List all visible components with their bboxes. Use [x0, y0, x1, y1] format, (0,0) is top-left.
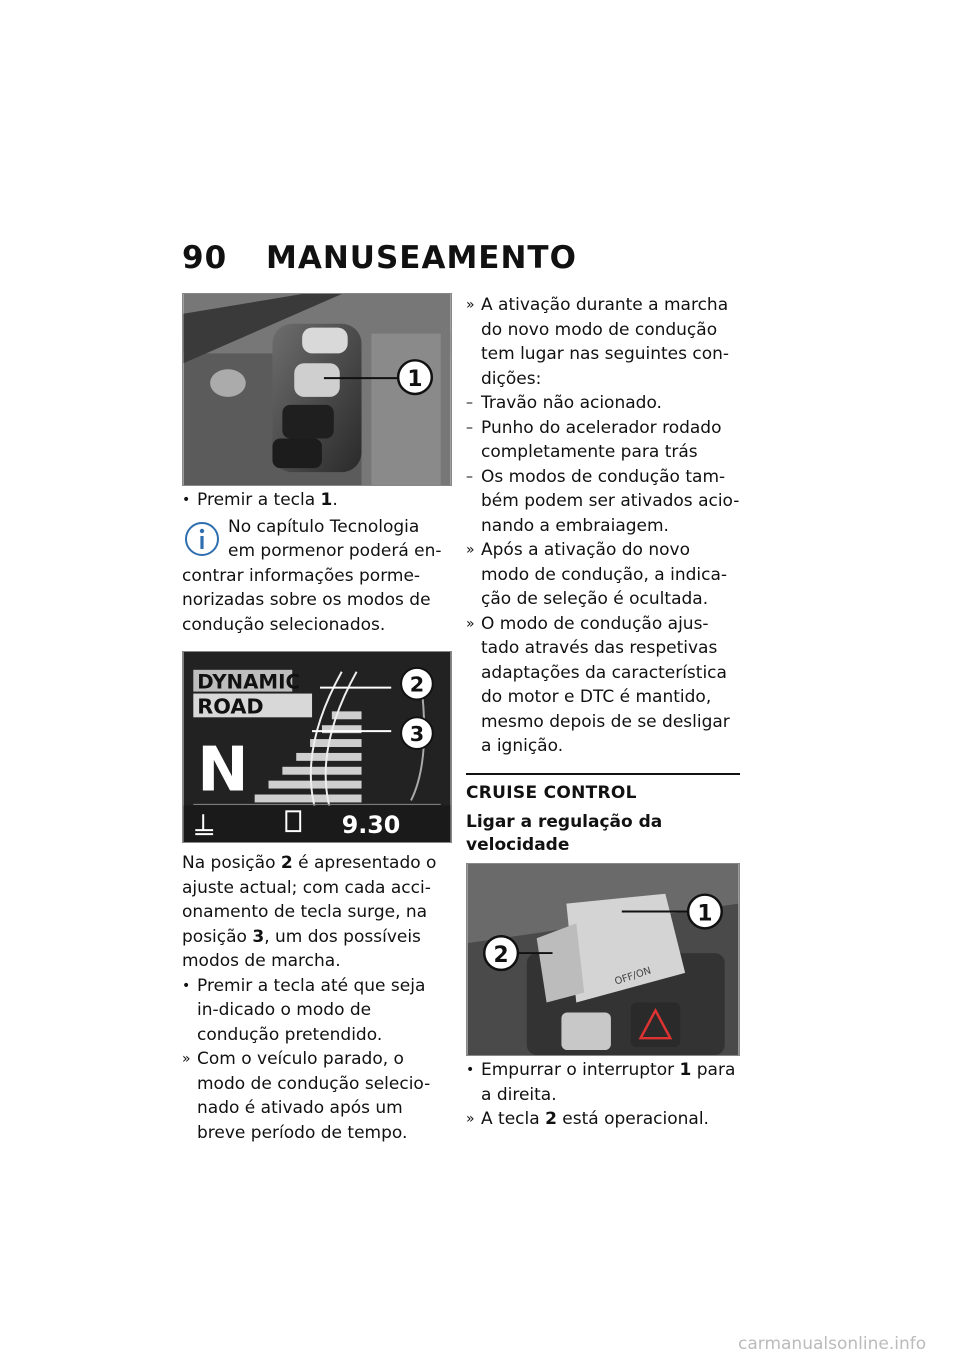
bullet-marker: •: [182, 977, 191, 994]
note-line-4: norizadas sobre os modos de: [182, 590, 431, 610]
note-line-1: No capítulo Tecnologia: [228, 516, 420, 537]
info-icon: [182, 519, 222, 559]
page-header: [182, 240, 577, 276]
bullet-marker: •: [466, 1062, 475, 1078]
result-marker: »: [466, 1111, 475, 1127]
fig3-callout-2: 2: [493, 942, 509, 968]
fuel-value: 9.30: [341, 811, 401, 840]
info-note: [182, 515, 452, 638]
fig3-callout-1: 1: [697, 901, 713, 927]
section-title: CRUISE CONTROL: [466, 782, 637, 803]
result-marker: »: [466, 615, 475, 632]
result-stationary: » Com o veículo parado, o modo de condução selecio-nado é ativado após um breve período de tempo.: [182, 1049, 431, 1143]
result-selection-hidden: » Após a ativação do novo modo de condução, a indica-ção de seleção é ocultada.: [466, 540, 728, 609]
note-line-2: em pormenor poderá en-: [228, 541, 442, 561]
display-description: Na posição 2 é apresentado o ajuste actual; com cada acci-onamento de tecla surge, na posição 3, um dos possíveis modos de marcha.: [182, 853, 437, 971]
display-mode-figure: [182, 651, 452, 843]
fig2-callout-3: 3: [409, 722, 425, 747]
step-push-switch: • Empurrar o interruptor 1 para a direita.: [466, 1060, 736, 1105]
fig2-callout-2: 2: [409, 672, 425, 697]
fig1-callout-1: 1: [407, 367, 423, 393]
note-line-3: contrar informações porme-: [182, 565, 421, 586]
off-on-label: OFF/ON: [613, 965, 653, 988]
handlebar-switch-figure: [182, 293, 452, 486]
result-mode-kept: » O modo de condução ajus-tado através das respetivas adaptações da característica do motor e DTC é mantido, mesmo depois de se desligar a ignição.: [466, 613, 730, 756]
subsection-title: Ligar a regulação da velocidade: [466, 812, 663, 855]
dash-marker: –: [466, 468, 473, 485]
right-column: [466, 293, 740, 1132]
gear-indicator: N: [197, 734, 249, 806]
note-line-5: condução selecionados.: [182, 614, 386, 635]
dash-marker: –: [466, 419, 473, 436]
bullet-marker: •: [182, 492, 191, 508]
condition-throttle: – Punho do acelerador rodado completamente para trás: [466, 417, 722, 462]
page-title: MANUSEAMENTO: [266, 240, 577, 276]
mode-road-label: ROAD: [197, 694, 264, 719]
condition-brake: – Travão não acionado.: [466, 391, 740, 416]
section-divider: [466, 773, 740, 775]
mode-dynamic-label: DYNAMIC: [197, 670, 300, 694]
step-press-until-mode: • Premir a tecla até que seja in-dicado o modo de condução pretendido.: [182, 975, 426, 1045]
result-marker: »: [182, 1051, 191, 1067]
result-marker: »: [466, 542, 475, 558]
step-press-key-1: • Premir a tecla 1.: [182, 488, 452, 513]
result-key-operational: » A tecla 2 está operacional.: [466, 1107, 740, 1132]
condition-clutch: – Os modos de condução tam-bém podem ser ativados acio-nando a embraiagem.: [466, 466, 740, 536]
result-marker: »: [466, 297, 475, 313]
page-number: 90: [182, 240, 228, 276]
cruise-control-switch-figure: [466, 863, 740, 1056]
left-column: [182, 293, 452, 1145]
dash-marker: –: [466, 395, 473, 411]
watermark: carmanualsonline.info: [738, 1334, 927, 1354]
result-while-riding: » A ativação durante a marcha do novo modo de condução tem lugar nas seguintes con-dições:: [466, 295, 730, 389]
